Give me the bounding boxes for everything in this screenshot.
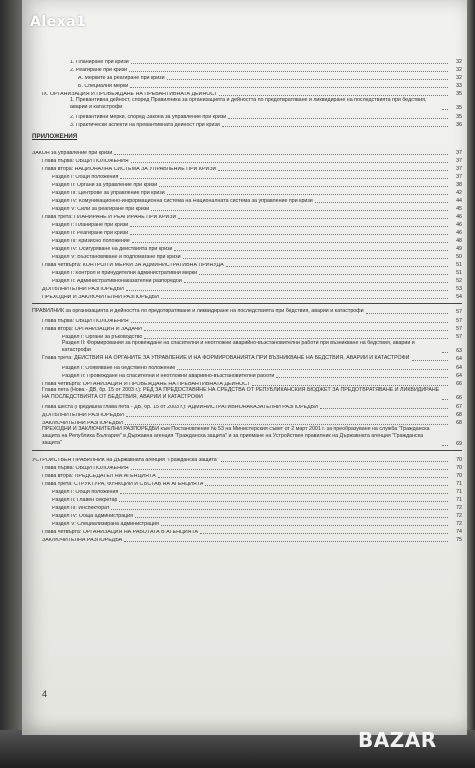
- toc-entry-title: Раздел I: Общи положения: [52, 174, 119, 180]
- dot-leader: [161, 520, 448, 526]
- toc-entry: [32, 402, 462, 410]
- toc-entry-title: Раздел I: Обявяване на бедствено положение: [62, 365, 176, 371]
- dot-leader: [178, 213, 448, 219]
- toc-entry-title: ЗАКЛЮЧИТЕЛНИ РАЗПОРЕДБИ: [42, 420, 123, 426]
- toc-entry-page: 72: [456, 504, 462, 511]
- toc-entry-title: Раздел I: Общи положения: [52, 489, 119, 495]
- toc-entry-title: ЗАКЛЮЧИТЕЛНА РАЗПОРЕДБА: [42, 537, 123, 543]
- toc-entry: [32, 503, 462, 511]
- toc-entry: [32, 527, 462, 535]
- dot-leader: [161, 293, 448, 299]
- toc-entry-title: Раздел V: Специализирана администрация: [52, 521, 159, 527]
- dot-leader: [151, 205, 448, 211]
- dot-leader: [135, 512, 448, 518]
- toc-entry-page: 37: [456, 165, 462, 172]
- dot-leader: [144, 325, 448, 331]
- toc-entry: [32, 363, 462, 371]
- toc-entry-title: IX. ОРГАНИЗАЦИЯ И ПРОВЕЖДАНЕ НА ПРЕВАНТИВНАТА ДЕЙНОСТ: [42, 91, 218, 97]
- toc-entry: [32, 204, 462, 212]
- toc-entry: [32, 73, 462, 81]
- brand-watermark: BAZAR: [358, 728, 437, 752]
- toc-entry-page: 74: [456, 528, 462, 535]
- dot-leader: [144, 333, 448, 339]
- toc-entry-page: 42: [456, 189, 462, 196]
- toc-entry: [32, 371, 462, 379]
- dot-leader: [131, 464, 448, 470]
- toc-entry: [32, 252, 462, 260]
- toc-entry-page: 46: [456, 213, 462, 220]
- toc-entry-title: Глава втора: ОРГАНИЗАЦИЯ И ЗАДАЧИ: [42, 326, 142, 332]
- toc-entry: [32, 180, 462, 188]
- dot-leader: [167, 189, 448, 195]
- toc-entry: [32, 292, 462, 300]
- toc-entry: [32, 511, 462, 519]
- toc-entry-page: 57: [456, 308, 462, 315]
- dot-leader: [221, 456, 448, 462]
- toc-entry-title: Раздел II: Главен секретар: [52, 497, 118, 503]
- page-number: 4: [42, 689, 48, 699]
- toc-entry-title: 1. Превантивна дейност, според Правилника за организацията и дейността по предотвратяване и ликвидиране на последствията при бедствия, аварии и катастрофи: [70, 97, 427, 110]
- toc-entry-page: 44: [456, 197, 462, 204]
- toc-section-disaster-regulation: [32, 308, 462, 447]
- toc-entry: [32, 355, 462, 362]
- dot-leader: [200, 528, 448, 534]
- toc-entry-page: 51: [456, 269, 462, 276]
- dot-leader: [132, 237, 448, 243]
- toc-entry: [32, 260, 462, 268]
- dot-leader: [412, 355, 449, 361]
- toc-entry-title: ПРЕХОДНИ И ЗАКЛЮЧИТЕЛНИ РАЗПОРЕДБИ: [42, 294, 160, 300]
- toc-entry: [32, 463, 462, 471]
- toc-entry-page: 36: [456, 121, 462, 128]
- toc-entry-page: 32: [456, 74, 462, 81]
- toc-entry-page: 72: [456, 520, 462, 527]
- toc-entry: [32, 57, 462, 65]
- dot-leader: [228, 113, 448, 119]
- toc-entry: [32, 112, 462, 120]
- toc-entry-title: Раздел III: Кризисно положение: [52, 238, 130, 244]
- watermark-text: Alexa1: [30, 14, 87, 30]
- toc-entry: [32, 324, 462, 332]
- toc-entry-page: 75: [456, 536, 462, 543]
- toc-entry-page: 57: [456, 325, 462, 332]
- dot-leader: [130, 221, 448, 227]
- toc-entry-page: 32: [456, 66, 462, 73]
- toc-entry-title: Глава четвърта: ОРГАНИЗАЦИЯ НА РАБОТАТА В АГЕНЦИЯТА: [42, 529, 199, 535]
- toc-entry-page: 53: [456, 285, 462, 292]
- dot-leader: [158, 472, 448, 478]
- toc-entry-page: 66: [456, 380, 462, 387]
- toc-entry: [32, 89, 462, 97]
- toc-entry-page: 64: [456, 355, 462, 362]
- dot-leader: [130, 229, 448, 235]
- toc-entry-page: 38: [456, 181, 462, 188]
- toc-entry-title: Глава четвърта: ОРГАНИЗАЦИЯ И ПРОВЕЖДАНЕ НА ПРЕВАНТИВНАТА ДЕЙНОСТ: [42, 381, 251, 387]
- dot-leader: [183, 253, 448, 259]
- toc-entry-title: Раздел II: Провеждане на спасителни и неотложни аварийно-възстановителни работи: [62, 373, 275, 379]
- toc-entry-title: Раздел II: Формирования за провеждане на спасителни и неотложни аварийно-възстановителни работи при възникване на бедствия, аварии и катастрофи: [62, 340, 415, 353]
- dot-leader: [226, 261, 448, 267]
- toc-entry-page: 35: [456, 113, 462, 120]
- toc-entry-page: 37: [456, 157, 462, 164]
- toc-entry-title: Глава първа: ОБЩИ ПОЛОЖЕНИЯ: [42, 158, 129, 164]
- toc-entry-page: 45: [456, 205, 462, 212]
- dot-leader: [159, 181, 448, 187]
- toc-entry-title: ДОПЪЛНИТЕЛНИ РАЗПОРЕДБИ: [42, 412, 124, 418]
- toc-entry-page: 35: [456, 90, 462, 97]
- dot-leader: [315, 197, 448, 203]
- toc-entry: [32, 156, 462, 164]
- toc-entry: [32, 471, 462, 479]
- toc-entry-page: 71: [456, 480, 462, 487]
- dot-leader: [222, 121, 448, 127]
- toc-entry: [32, 479, 462, 487]
- toc-entry: [32, 220, 462, 228]
- toc-entry-page: 66: [456, 394, 462, 401]
- toc-entry-page: 33: [456, 82, 462, 89]
- toc-entry-title: ЗАКОН за управление при кризи: [32, 150, 113, 156]
- toc-entry: [32, 495, 462, 503]
- toc-entry-title: Глава шеста (Предишна глава пета - ДВ, бр. 15 от 2003 г.): АДМИНИСТРАТИВНОНАКАЗАТЕЛНИ РАЗПОРЕДБИ: [42, 404, 319, 410]
- toc-entry: [32, 268, 462, 276]
- dot-leader: [131, 317, 448, 323]
- toc-entry-page: 50: [456, 253, 462, 260]
- toc-entry-title: Раздел III: Инспекторат: [52, 505, 110, 511]
- dot-leader: [174, 245, 448, 251]
- dot-leader: [114, 149, 448, 155]
- toc-entry-title: Глава четвърта: КОНТРОЛ И МЕРКИ ЗА АДМИНИСТРАТИВНА ПРИНУДА: [42, 262, 224, 268]
- toc-entry-title: Раздел II: Органи за управление при кризи: [52, 182, 158, 188]
- toc-entry-page: 64: [456, 364, 462, 371]
- toc-entry-page: 49: [456, 245, 462, 252]
- toc-entry: [32, 487, 462, 495]
- toc-entry-page: 48: [456, 237, 462, 244]
- appendix-heading: ПРИЛОЖЕНИЯ: [32, 133, 78, 140]
- dot-leader: [184, 277, 448, 283]
- toc-entry-page: 54: [456, 293, 462, 300]
- toc-entry: [32, 284, 462, 292]
- dot-leader: [442, 347, 448, 353]
- section-divider: [32, 450, 462, 451]
- toc-entry: [32, 148, 462, 156]
- toc-entry: [32, 316, 462, 324]
- toc-entry: [32, 164, 462, 172]
- toc-entry-title: Глава втора: НАЦИОНАЛНА СИСТЕМА ЗА УПРАВЛЕНИЕ ПРИ КРИЗИ: [42, 166, 217, 172]
- toc-entry-title: Раздел I: Контрол и принудителни административни мерки: [52, 270, 198, 276]
- toc-entry: [32, 81, 462, 89]
- table-of-contents: [32, 57, 462, 543]
- dot-leader: [205, 480, 448, 486]
- dot-leader: [120, 173, 448, 179]
- toc-entry-title: Глава първа: ОБЩИ ПОЛОЖЕНИЯ: [42, 318, 129, 324]
- toc-entry-title: ПРЕХОДНИ И ЗАКЛЮЧИТЕЛНИ РАЗПОРЕДБИ към Постановление № 53 на Министерския съвет от 2 март 2001 г. за преобразуване на служба "Гражданска защита на Република България" в Държавна агенция "Гражданска защита" и за приемане на Устройствен правилник на Държавната агенция "Гражданска защита": [42, 426, 430, 446]
- toc-entry: [32, 196, 462, 204]
- dot-leader: [442, 440, 448, 446]
- toc-entry: [32, 276, 462, 284]
- toc-entry-page: 71: [456, 488, 462, 495]
- dot-leader: [320, 403, 448, 409]
- toc-entry: [32, 332, 462, 340]
- toc-entry-page: 67: [456, 403, 462, 410]
- toc-entry: [32, 236, 462, 244]
- toc-entry-page: 46: [456, 229, 462, 236]
- toc-entry-page: 63: [456, 347, 462, 354]
- toc-entry: [32, 455, 462, 463]
- dot-leader: [366, 308, 448, 314]
- toc-section-civil-protection-rules: [32, 455, 462, 543]
- toc-entry-title: А. Мерките за реагиране при кризи: [78, 75, 165, 81]
- toc-entry: [32, 120, 462, 128]
- dot-leader: [130, 82, 448, 88]
- toc-entry-title: Раздел II: Реагиране при кризи: [52, 230, 129, 236]
- toc-entry-title: УСТРОЙСТВЕН ПРАВИЛНИК на Държавната агенция "Гражданска защита": [32, 457, 219, 463]
- toc-entry: [32, 387, 462, 401]
- toc-entry: [32, 410, 462, 418]
- toc-entry-page: 70: [456, 472, 462, 479]
- toc-entry-title: 2. Реагиране при кризи: [70, 67, 128, 73]
- toc-entry-page: 37: [456, 173, 462, 180]
- toc-entry: [32, 65, 462, 73]
- toc-entry-title: Глава пета (Нова - ДВ, бр. 15 от 2003 г.): РЕД ЗА ПРЕДОСТАВЯНЕ НА СРЕДСТВА ОТ РЕПУБЛИКАНСКИЯ БЮДЖЕТ ЗА ПРЕДОТВРАТЯВАНЕ И ЛИКВИДИРАНЕ НА ПОСЛЕДСТВИЯТА ОТ БЕДСТВИЯ, АВАРИИ И КАТАСТРОФИ: [42, 387, 440, 400]
- toc-entry: [32, 244, 462, 252]
- toc-entry-title: Раздел II: Административнонаказателни разпоредби: [52, 278, 182, 284]
- toc-entry-title: 3. Практически аспекти на превантивната дейност при кризи: [70, 122, 220, 128]
- dot-leader: [177, 364, 448, 370]
- dot-leader: [219, 90, 448, 96]
- toc-entry-page: 70: [456, 456, 462, 463]
- dot-leader: [126, 285, 448, 291]
- toc-entry-title: ДОПЪЛНИТЕЛНИ РАЗПОРЕДБИ: [42, 286, 124, 292]
- dot-leader: [442, 104, 448, 110]
- toc-entry-page: 68: [456, 411, 462, 418]
- toc-entry: [32, 418, 462, 426]
- dot-leader: [111, 504, 448, 510]
- toc-entry-page: 52: [456, 277, 462, 284]
- toc-entry: [32, 379, 462, 387]
- toc-section-crisis-management: [32, 57, 462, 128]
- dot-leader: [442, 394, 448, 400]
- toc-entry-title: Раздел IV: Обща администрация: [52, 513, 134, 519]
- dot-leader: [199, 269, 448, 275]
- toc-entry-title: ПРАВИЛНИК за организацията и дейността по предотвратяване и ликвидиране на последствията при бедствия, аварии и катастрофи: [32, 308, 364, 314]
- dot-leader: [218, 165, 448, 171]
- toc-entry-page: 46: [456, 221, 462, 228]
- toc-section-crisis-law: [32, 148, 462, 300]
- toc-entry: [32, 535, 462, 543]
- toc-entry: [32, 212, 462, 220]
- toc-entry-title: Раздел V: Възстановяване и подпомагане при кризи: [52, 254, 181, 260]
- toc-entry-title: Раздел III: Центрове за управление при кризи: [52, 190, 165, 196]
- dot-leader: [131, 157, 448, 163]
- toc-entry-page: 51: [456, 261, 462, 268]
- toc-entry-page: 32: [456, 58, 462, 65]
- section-divider: [32, 303, 462, 304]
- dot-leader: [125, 419, 448, 425]
- toc-entry-page: 57: [456, 317, 462, 324]
- toc-entry-title: Глава първа: ОБЩИ ПОЛОЖЕНИЯ: [42, 465, 129, 471]
- dot-leader: [119, 496, 448, 502]
- dot-leader: [167, 74, 448, 80]
- photo-background-left: [0, 0, 22, 768]
- toc-entry: [32, 426, 462, 447]
- toc-entry-title: 2. Превантивни мерки, според Закона за управление при кризи: [70, 114, 227, 120]
- toc-entry: [32, 172, 462, 180]
- photo-background-right: [467, 0, 475, 768]
- toc-entry-page: 70: [456, 464, 462, 471]
- toc-entry-title: Глава трета: ПЛАНИРАНЕ И РЕАГИРАНЕ ПРИ КРИЗИ: [42, 214, 177, 220]
- toc-entry-title: Глава трета: СТРУКТУРА, ФУНКЦИИ И СЪСТАВ НА АГЕНЦИЯТА: [42, 481, 204, 487]
- toc-entry: [32, 308, 462, 315]
- dot-leader: [120, 488, 448, 494]
- dot-leader: [126, 411, 448, 417]
- toc-entry-title: Раздел I: Планиране при кризи: [52, 222, 129, 228]
- toc-entry: [32, 340, 462, 354]
- toc-entry-page: 57: [456, 333, 462, 340]
- document-page: [22, 0, 467, 735]
- toc-entry-title: Раздел V: Сили за реагиране при кризи: [52, 206, 150, 212]
- toc-entry-page: 35: [456, 104, 462, 111]
- toc-entry: [32, 519, 462, 527]
- toc-entry-title: Раздел IV: Осигуряване на действията при кризи: [52, 246, 173, 252]
- dot-leader: [124, 536, 448, 542]
- dot-leader: [276, 372, 448, 378]
- toc-entry-page: 69: [456, 440, 462, 447]
- toc-entry-title: 1. Планиране при кризи: [70, 59, 129, 65]
- toc-entry-page: 72: [456, 512, 462, 519]
- toc-entry: [32, 188, 462, 196]
- dot-leader: [131, 58, 448, 64]
- dot-leader: [129, 66, 448, 72]
- toc-entry-page: 71: [456, 496, 462, 503]
- toc-entry-page: 64: [456, 372, 462, 379]
- toc-entry-title: Б. Специални мерки: [78, 83, 129, 89]
- toc-entry-title: Раздел I: Органи за ръководство: [62, 334, 143, 340]
- dot-leader: [252, 380, 448, 386]
- toc-entry: [32, 97, 462, 111]
- toc-entry-title: Глава втора: ПРЕДСЕДАТЕЛ НА АГЕНЦИЯТА: [42, 473, 156, 479]
- toc-entry-title: Раздел IV: Комуникационно-информационна система на Националната система за управление при кризи: [52, 198, 313, 204]
- toc-entry-page: 37: [456, 149, 462, 156]
- toc-entry-title: Глава трета: ДЕЙСТВИЯ НА ОРГАНИТЕ ЗА УПРАВЛЕНИЕ И НА ФОРМИРОВАНИЯТА ПРИ ВЪЗНИКВАНЕ НА БЕДСТВИЯ, АВАРИИ И КАТАСТРОФИ: [42, 355, 410, 361]
- toc-entry: [32, 228, 462, 236]
- toc-entry-page: 68: [456, 419, 462, 426]
